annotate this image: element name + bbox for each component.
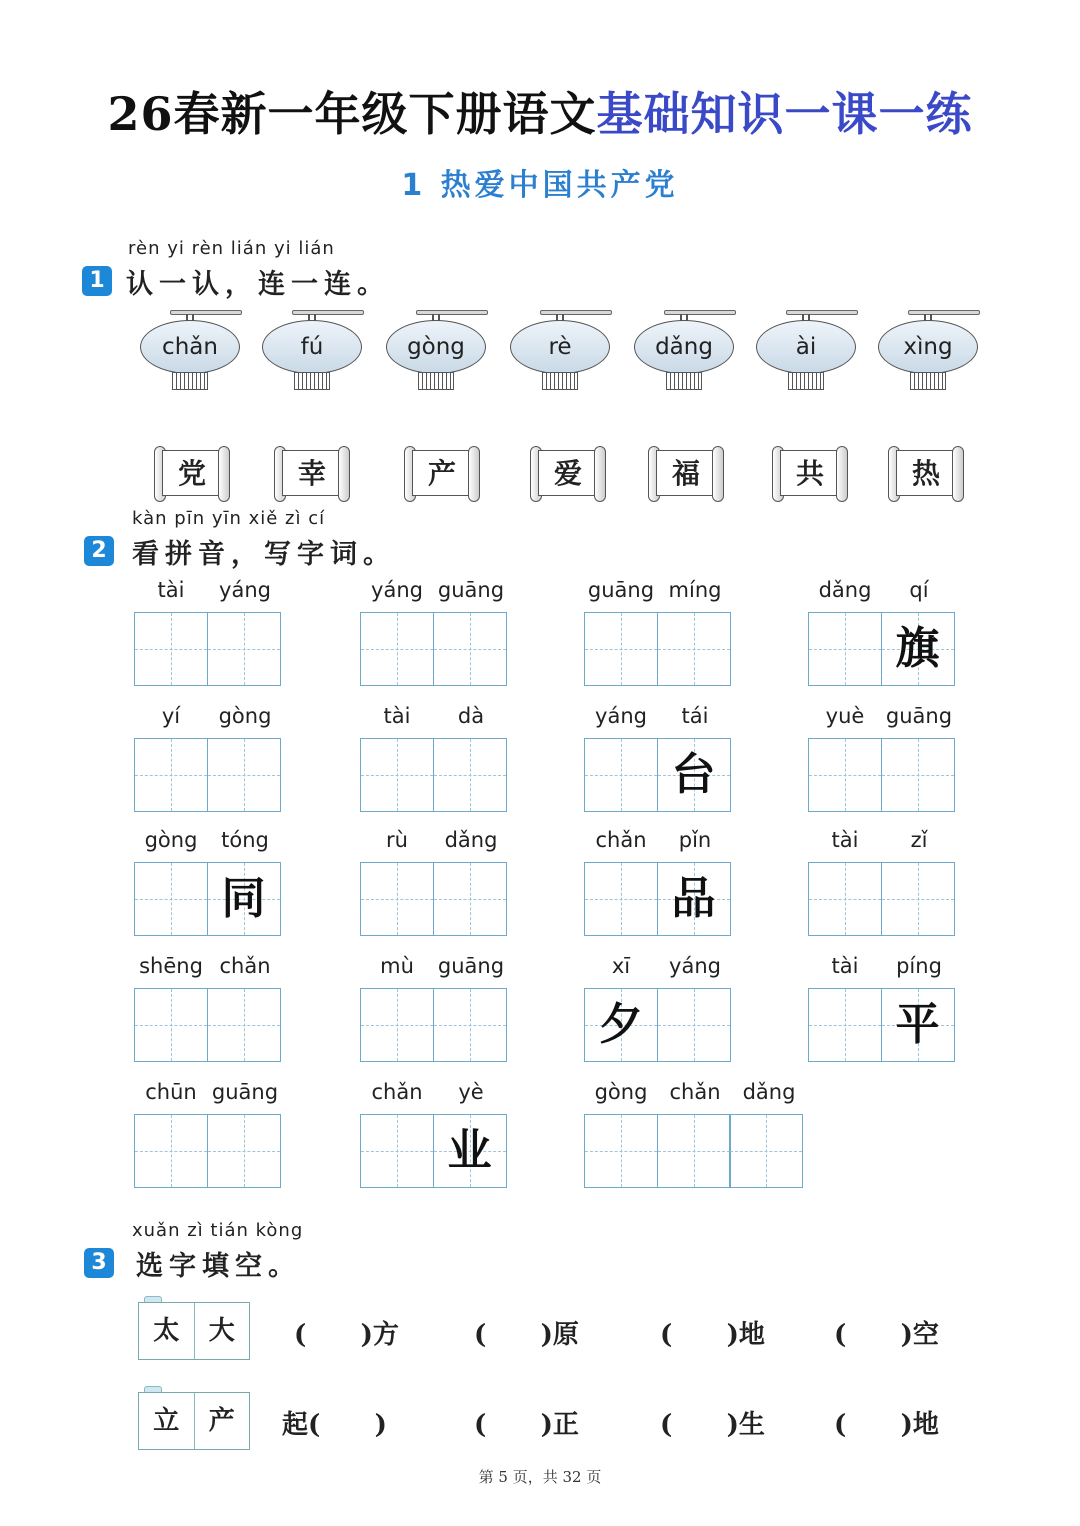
writing-boxes	[584, 988, 729, 1062]
lantern-tassel	[172, 372, 208, 390]
scroll-card[interactable]	[404, 446, 480, 504]
writing-cell[interactable]	[657, 1114, 731, 1188]
blank-item[interactable]: ( )生	[660, 1410, 765, 1440]
writing-cell[interactable]	[808, 988, 882, 1062]
writing-boxes	[134, 738, 279, 812]
writing-boxes	[808, 612, 953, 686]
writing-cell[interactable]	[584, 738, 658, 812]
choice-character: 太	[139, 1303, 195, 1359]
writing-boxes	[360, 988, 505, 1062]
scroll-card[interactable]	[772, 446, 848, 504]
section-3-title: 选字填空。	[136, 1251, 301, 1282]
writing-cell[interactable]	[881, 738, 955, 812]
lantern-rod	[416, 310, 488, 315]
pinyin-syllable: yè	[458, 1080, 484, 1104]
pinyin-syllable: tài	[831, 954, 859, 978]
book-pages	[138, 1302, 250, 1360]
writing-cell[interactable]	[360, 1114, 434, 1188]
writing-cell[interactable]	[584, 1114, 658, 1188]
cell-character: 业	[447, 1125, 492, 1176]
lantern	[756, 310, 856, 392]
writing-boxes	[134, 1114, 279, 1188]
section-1-pinyin: rèn yi rèn lián yi lián	[128, 238, 335, 259]
cell-character: 旗	[895, 623, 940, 674]
lantern-tassel	[418, 372, 454, 390]
writing-cell[interactable]	[881, 612, 955, 686]
word-pinyin	[360, 954, 508, 978]
choice-character: 大	[208, 1316, 235, 1346]
writing-cell[interactable]	[360, 738, 434, 812]
writing-cell[interactable]	[881, 988, 955, 1062]
writing-cell[interactable]	[881, 862, 955, 936]
pinyin-syllable: chǎn	[371, 1080, 423, 1104]
pinyin-syllable: guāng	[437, 578, 505, 602]
writing-boxes	[134, 988, 279, 1062]
writing-boxes	[808, 738, 953, 812]
writing-cell[interactable]	[433, 612, 507, 686]
writing-cell[interactable]	[134, 988, 208, 1062]
pinyin-syllable: dǎng	[818, 578, 872, 602]
pinyin-syllable: yuè	[825, 704, 865, 728]
section-2-title: 看拼音，写字词。	[132, 539, 396, 570]
lantern	[386, 310, 486, 392]
blank-item[interactable]: ( )方	[294, 1320, 399, 1350]
pinyin-syllable: míng	[668, 578, 722, 602]
pinyin-syllable: xī	[611, 954, 631, 978]
lantern-rod	[908, 310, 980, 315]
scroll-character: 共	[780, 450, 840, 496]
blank-item[interactable]: ( )空	[834, 1320, 939, 1350]
pinyin-syllable: dà	[457, 704, 485, 728]
lantern	[510, 310, 610, 392]
word-pinyin	[808, 828, 956, 852]
pinyin-syllable: yáng	[669, 954, 721, 978]
section-1-title: 认一认，连一连。	[126, 269, 390, 300]
pinyin-syllable: tóng	[221, 828, 269, 852]
writing-cell[interactable]	[433, 988, 507, 1062]
pinyin-syllable: chǎn	[669, 1080, 721, 1104]
pinyin-syllable: dǎng	[444, 828, 498, 852]
writing-boxes	[584, 612, 729, 686]
book-pages	[138, 1392, 250, 1450]
pinyin-syllable: chǎn	[595, 828, 647, 852]
scroll-roll-right	[594, 446, 606, 502]
pinyin-syllable: dǎng	[742, 1080, 796, 1104]
word-pinyin	[584, 954, 732, 978]
writing-cell[interactable]	[134, 738, 208, 812]
writing-boxes	[360, 612, 505, 686]
writing-cell[interactable]	[657, 738, 731, 812]
writing-boxes	[360, 1114, 505, 1188]
cell-character: 平	[895, 999, 940, 1050]
writing-cell[interactable]	[657, 988, 731, 1062]
lantern-rod	[664, 310, 736, 315]
lantern-rod	[786, 310, 858, 315]
section-2-number: 2	[84, 536, 114, 566]
writing-boxes	[134, 612, 279, 686]
scroll-character: 产	[412, 450, 472, 496]
lantern-pinyin: rè	[510, 320, 610, 374]
lantern-pinyin: dǎng	[634, 320, 734, 374]
writing-cell[interactable]	[207, 988, 281, 1062]
pinyin-syllable: zǐ	[910, 828, 928, 852]
pinyin-syllable: tài	[831, 828, 859, 852]
pinyin-syllable: pǐn	[678, 828, 712, 852]
word-pinyin	[134, 578, 282, 602]
writing-cell[interactable]	[808, 862, 882, 936]
scroll-card[interactable]	[648, 446, 724, 504]
pinyin-syllable: yáng	[371, 578, 423, 602]
lantern-rod	[170, 310, 242, 315]
writing-boxes	[584, 862, 729, 936]
writing-cell[interactable]	[657, 862, 731, 936]
pinyin-syllable: guāng	[211, 1080, 279, 1104]
pinyin-syllable: guāng	[587, 578, 655, 602]
writing-cell[interactable]	[207, 1114, 281, 1188]
pinyin-syllable: guāng	[885, 704, 953, 728]
choice-book	[138, 1386, 250, 1452]
title-black: 26春新一年级下册语文	[107, 87, 597, 141]
word-pinyin	[134, 828, 282, 852]
blank-item[interactable]: ( )地	[660, 1320, 765, 1350]
section-3-number: 3	[84, 1248, 114, 1278]
pinyin-syllable: gòng	[144, 828, 198, 852]
word-pinyin	[808, 954, 956, 978]
lantern-pinyin: gòng	[386, 320, 486, 374]
word-pinyin	[360, 828, 508, 852]
section-2-pinyin: kàn pīn yīn xiě zì cí	[132, 508, 326, 529]
writing-cell[interactable]	[584, 612, 658, 686]
lantern-tassel	[788, 372, 824, 390]
writing-cell[interactable]	[584, 862, 658, 936]
pinyin-syllable: tài	[157, 578, 185, 602]
writing-cell[interactable]	[360, 988, 434, 1062]
writing-cell[interactable]	[808, 738, 882, 812]
writing-cell[interactable]	[729, 1114, 803, 1188]
writing-boxes	[808, 862, 953, 936]
cell-character: 夕	[599, 999, 643, 1050]
cell-character: 同	[221, 873, 266, 924]
word-pinyin	[808, 704, 956, 728]
pinyin-syllable: shēng	[139, 954, 203, 978]
pinyin-syllable: píng	[896, 954, 942, 978]
scroll-character: 爱	[538, 450, 598, 496]
lantern-tassel	[666, 372, 702, 390]
scroll-character: 福	[656, 450, 716, 496]
writing-cell[interactable]	[433, 862, 507, 936]
lantern	[634, 310, 734, 392]
scroll-card[interactable]	[154, 446, 230, 504]
lantern-pinyin: xìng	[878, 320, 978, 374]
writing-boxes	[584, 738, 729, 812]
lantern	[262, 310, 362, 392]
word-pinyin	[360, 578, 508, 602]
word-pinyin	[360, 1080, 508, 1104]
writing-cell[interactable]	[360, 862, 434, 936]
writing-cell[interactable]	[134, 862, 208, 936]
word-pinyin	[808, 578, 956, 602]
cell-character: 品	[671, 873, 716, 924]
lantern-rod	[540, 310, 612, 315]
pinyin-syllable: guāng	[437, 954, 505, 978]
page-footer: 第 5 页，共 32 页	[478, 1468, 602, 1486]
writing-cell[interactable]	[584, 988, 658, 1062]
blank-item[interactable]: ( )地	[834, 1410, 939, 1440]
pinyin-syllable: gòng	[218, 704, 272, 728]
word-pinyin	[584, 828, 732, 852]
writing-cell[interactable]	[207, 738, 281, 812]
writing-cell[interactable]	[207, 612, 281, 686]
section-1-number: 1	[82, 266, 112, 296]
writing-cell[interactable]	[433, 1114, 507, 1188]
scroll-card[interactable]	[274, 446, 350, 504]
scroll-roll-right	[836, 446, 848, 502]
pinyin-syllable: gòng	[594, 1080, 648, 1104]
word-pinyin	[134, 1080, 282, 1104]
word-pinyin	[584, 704, 732, 728]
pinyin-syllable: chūn	[145, 1080, 197, 1104]
scroll-roll-right	[712, 446, 724, 502]
lesson-title: 1 热爱中国共产党	[401, 168, 679, 203]
scroll-card[interactable]	[530, 446, 606, 504]
pinyin-syllable: yáng	[219, 578, 271, 602]
writing-boxes	[360, 738, 505, 812]
pinyin-syllable: qí	[909, 578, 929, 602]
writing-cell[interactable]	[134, 1114, 208, 1188]
writing-cell[interactable]	[207, 862, 281, 936]
writing-boxes	[808, 988, 953, 1062]
scroll-roll-right	[218, 446, 230, 502]
lantern-tassel	[294, 372, 330, 390]
pinyin-syllable: yí	[161, 704, 181, 728]
writing-boxes	[584, 1114, 802, 1188]
word-pinyin	[584, 578, 732, 602]
scroll-character: 幸	[282, 450, 342, 496]
writing-cell[interactable]	[657, 612, 731, 686]
lantern-rod	[292, 310, 364, 315]
title-blue: 基础知识一课一练	[596, 87, 973, 141]
scroll-roll-right	[468, 446, 480, 502]
lantern	[140, 310, 240, 392]
lantern-pinyin: chǎn	[140, 320, 240, 374]
scroll-card[interactable]	[888, 446, 964, 504]
word-pinyin	[584, 1080, 806, 1104]
pinyin-syllable: yáng	[595, 704, 647, 728]
lantern-tassel	[910, 372, 946, 390]
writing-cell[interactable]	[808, 612, 882, 686]
page-title	[0, 78, 1080, 144]
lantern-pinyin: fú	[262, 320, 362, 374]
pinyin-syllable: tài	[383, 704, 411, 728]
choice-character: 立	[139, 1393, 195, 1449]
lantern-pinyin: ài	[756, 320, 856, 374]
choice-book	[138, 1296, 250, 1362]
scroll-roll-right	[952, 446, 964, 502]
writing-cell[interactable]	[433, 738, 507, 812]
section-3-pinyin: xuǎn zì tián kòng	[132, 1220, 304, 1241]
word-pinyin	[134, 704, 282, 728]
blank-item[interactable]: ( )正	[474, 1410, 579, 1440]
writing-boxes	[360, 862, 505, 936]
lantern-tassel	[542, 372, 578, 390]
writing-cell[interactable]	[360, 612, 434, 686]
blank-item[interactable]: ( )原	[474, 1320, 579, 1350]
writing-boxes	[134, 862, 279, 936]
scroll-roll-right	[338, 446, 350, 502]
word-pinyin	[134, 954, 282, 978]
pinyin-syllable: rù	[386, 828, 408, 852]
choice-character: 产	[208, 1406, 235, 1436]
pinyin-syllable: chǎn	[219, 954, 271, 978]
word-pinyin	[360, 704, 508, 728]
lantern	[878, 310, 978, 392]
cell-character: 台	[671, 749, 716, 800]
scroll-character: 党	[162, 450, 222, 496]
scroll-character: 热	[896, 450, 956, 496]
writing-cell[interactable]	[134, 612, 208, 686]
blank-item[interactable]: 起( )	[282, 1410, 387, 1440]
pinyin-syllable: mù	[380, 954, 414, 978]
pinyin-syllable: tái	[681, 704, 709, 728]
